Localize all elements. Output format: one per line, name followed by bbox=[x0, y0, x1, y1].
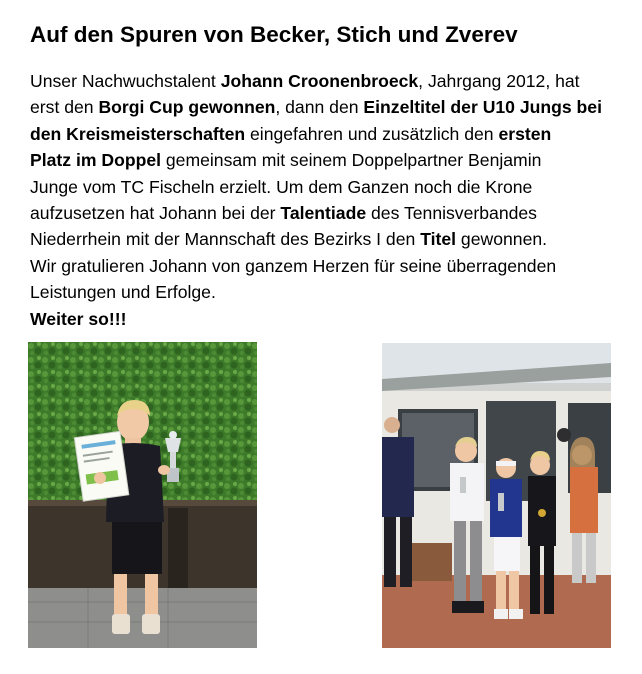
body-text: gewonnen. bbox=[456, 229, 548, 250]
bold-text: Borgi Cup gewonnen bbox=[98, 97, 276, 118]
body-line bbox=[30, 306, 642, 332]
bold-text: ersten bbox=[498, 123, 552, 144]
body-text: des Tennisverbandes bbox=[366, 202, 537, 223]
bold-text: den Kreismeisterschaften bbox=[30, 123, 246, 144]
photo-boy-with-trophy bbox=[28, 342, 257, 648]
body-text: , dann den bbox=[275, 97, 364, 118]
body-line bbox=[30, 68, 642, 94]
bold-text: Einzeltitel der U10 Jungs bei bbox=[363, 97, 602, 118]
body-line bbox=[30, 121, 642, 147]
body-text: Unser Nachwuchstalent bbox=[30, 71, 221, 91]
body-line bbox=[30, 200, 642, 226]
body-text: , Jahrgang 2012, hat bbox=[418, 71, 580, 91]
body-line bbox=[30, 174, 642, 200]
body-line bbox=[30, 253, 642, 279]
bold-text: Johann Croonenbroeck bbox=[220, 71, 419, 91]
body-line bbox=[30, 279, 642, 305]
body-line bbox=[30, 147, 642, 173]
body-text: gemeinsam mit seinem Doppelpartner Benjamin bbox=[161, 150, 542, 171]
article-title: Auf den Spuren von Becker, Stich und Zverev bbox=[30, 22, 518, 47]
bold-text: Talentiade bbox=[280, 202, 367, 223]
body-text: Niederrhein mit der Mannschaft des Bezirks I den bbox=[30, 229, 421, 250]
bold-text: Platz im Doppel bbox=[30, 150, 161, 171]
body-text: eingefahren und zusätzlich den bbox=[245, 123, 499, 144]
photo-team-with-trophies bbox=[382, 343, 611, 648]
bold-text: Weiter so!!! bbox=[30, 308, 127, 329]
body-text: Wir gratulieren Johann von ganzem Herzen für seine überragenden bbox=[30, 255, 557, 276]
body-text: Junge vom TC Fischeln erzielt. Um dem Ganzen noch die Krone bbox=[30, 176, 533, 197]
body-line bbox=[30, 226, 642, 252]
bold-text: Titel bbox=[420, 229, 457, 250]
body-text: erst den bbox=[30, 97, 99, 118]
body-text: Leistungen und Erfolge. bbox=[30, 282, 216, 303]
body-line bbox=[30, 94, 642, 120]
body-text: aufzusetzen hat Johann bei der bbox=[30, 202, 281, 223]
article-body bbox=[30, 68, 642, 332]
